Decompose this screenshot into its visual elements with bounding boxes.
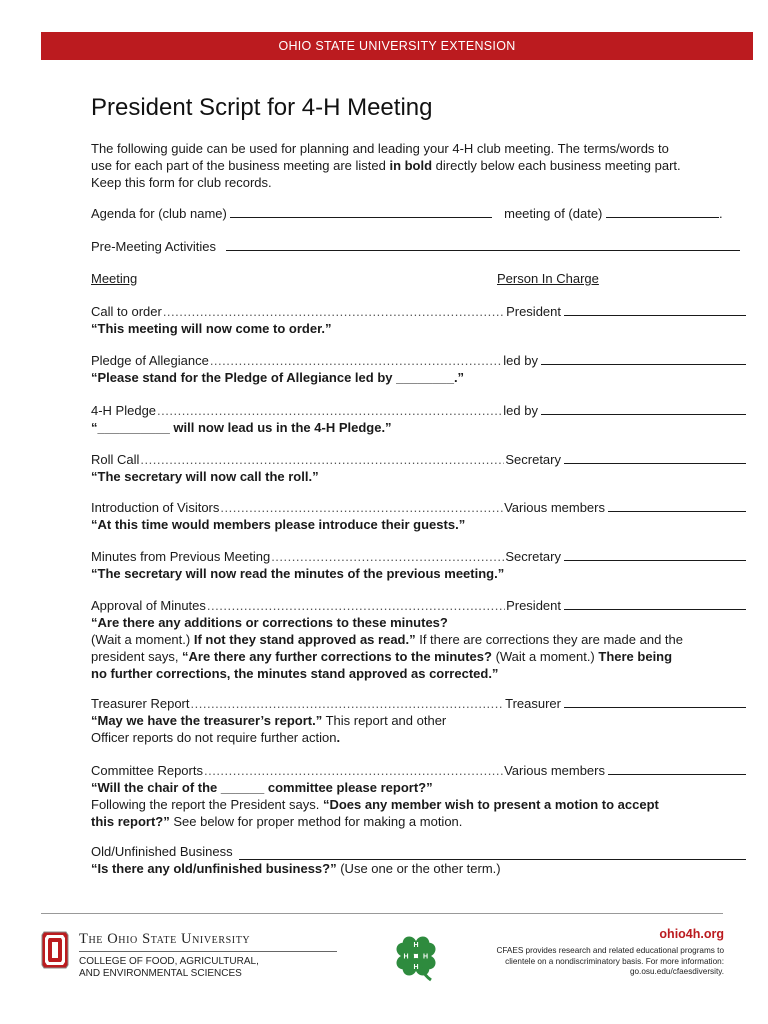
item-role: led by xyxy=(503,403,538,418)
item-script xyxy=(91,614,691,682)
agenda-row xyxy=(91,205,723,222)
item-script xyxy=(91,419,746,436)
script-text: (Use one or the other term.) xyxy=(336,861,501,876)
item-script xyxy=(91,565,746,582)
script-bold: “Does any member wish to present a motion to accept this report?” xyxy=(91,797,659,829)
item-label: Introduction of Visitors xyxy=(91,500,220,515)
dot-leader xyxy=(140,451,504,468)
item-role: President xyxy=(506,304,561,319)
university-name: The Ohio State University xyxy=(79,931,251,947)
item-label: Roll Call xyxy=(91,452,140,467)
page-title: President Script for 4-H Meeting xyxy=(91,94,433,121)
person-field[interactable] xyxy=(541,353,746,365)
intro-text-1: The following guide can be used for planning and leading your 4-H club meeting. The terms/words to use for each part of the business meeting are listed xyxy=(91,141,669,173)
item-role: led by xyxy=(503,353,538,368)
dot-leader xyxy=(207,597,505,614)
agenda-item-call-to-order xyxy=(91,303,746,337)
meeting-column-label: Meeting xyxy=(91,271,138,286)
script-bold: “Are there any additions or corrections to these minutes? xyxy=(91,615,448,630)
person-field[interactable] xyxy=(564,696,746,708)
person-field[interactable] xyxy=(564,304,746,316)
script-bold: “The secretary will now call the roll.” xyxy=(91,469,319,484)
footer-divider xyxy=(41,913,723,914)
script-bold: “__________ will now lead us in the 4-H Pledge.” xyxy=(91,420,392,435)
college-name xyxy=(79,956,259,980)
person-field[interactable] xyxy=(564,452,746,464)
item-label: Old/Unfinished Business xyxy=(91,844,233,859)
dot-leader xyxy=(210,352,502,369)
agenda-item-approval-of-minutes xyxy=(91,597,746,682)
item-script xyxy=(91,320,746,337)
top-banner xyxy=(41,32,753,60)
pre-meeting-field[interactable] xyxy=(226,239,740,251)
item-label: Call to order xyxy=(91,304,162,319)
footer-right-block xyxy=(480,926,724,978)
item-label: Minutes from Previous Meeting xyxy=(91,549,271,564)
item-script xyxy=(91,516,746,533)
item-role: Secretary xyxy=(505,452,561,467)
meeting-date-label: meeting of (date) xyxy=(504,206,603,221)
item-script xyxy=(91,369,746,386)
svg-text:H: H xyxy=(423,953,429,961)
person-column-header xyxy=(497,270,599,287)
person-column-label: Person In Charge xyxy=(497,271,599,286)
agenda-period: . xyxy=(719,206,723,221)
script-text: Following the report the President says. xyxy=(91,797,323,812)
business-field[interactable] xyxy=(239,848,746,860)
svg-text:H: H xyxy=(413,942,419,949)
university-underline xyxy=(79,951,337,952)
pre-meeting-label: Pre-Meeting Activities xyxy=(91,239,216,254)
intro-paragraph xyxy=(91,140,691,191)
dot-leader xyxy=(163,303,505,320)
script-bold: . xyxy=(336,730,341,745)
agenda-item-pledge-of-allegiance xyxy=(91,352,746,386)
item-role: Various members xyxy=(504,500,605,515)
agenda-item-introduction-of-visitors xyxy=(91,499,746,533)
person-field[interactable] xyxy=(564,598,746,610)
item-role: Secretary xyxy=(505,549,561,564)
item-label: Treasurer Report xyxy=(91,696,190,711)
script-bold: “Please stand for the Pledge of Allegiance led by ________.” xyxy=(91,370,465,385)
agenda-item-roll-call xyxy=(91,451,746,485)
script-text: This report and other xyxy=(322,713,447,728)
item-role: Various members xyxy=(504,763,605,778)
script-bold: “This meeting will now come to order.” xyxy=(91,321,332,336)
svg-text:H: H xyxy=(413,964,419,971)
pre-meeting-row xyxy=(91,238,740,255)
dot-leader xyxy=(271,548,504,565)
script-text: (Wait a moment.) xyxy=(491,649,599,664)
agenda-item-minutes-previous-meeting xyxy=(91,548,746,582)
dot-leader xyxy=(191,695,505,712)
script-bold: “Is there any old/unfinished business?” xyxy=(91,861,337,876)
item-role: Treasurer xyxy=(505,696,561,711)
item-label: Approval of Minutes xyxy=(91,598,206,613)
agenda-item-old-unfinished-business xyxy=(91,843,746,877)
person-field[interactable] xyxy=(608,500,746,512)
meeting-date-field[interactable] xyxy=(606,206,719,218)
meeting-column-header xyxy=(91,270,137,287)
item-role: President xyxy=(506,598,561,613)
agenda-item-treasurer-report xyxy=(91,695,746,746)
college-line-2: AND ENVIRONMENTAL SCIENCES xyxy=(79,968,242,979)
club-name-field[interactable] xyxy=(230,206,492,218)
item-label: 4-H Pledge xyxy=(91,403,157,418)
script-text: (Wait a moment.) xyxy=(91,632,194,647)
script-text: See below for proper method for making a motion. xyxy=(169,814,463,829)
script-bold: “May we have the treasurer’s report.” xyxy=(91,713,323,728)
script-text: If there are corrections they are made and the president says, xyxy=(91,632,683,664)
nondiscrimination-note: CFAES provides research and related educational programs to clientele on a nondiscriminatory basis. For more information: go.osu.edu/cfaesdiversity. xyxy=(496,946,724,976)
script-text: Officer reports do not require further action xyxy=(91,730,337,745)
item-script xyxy=(91,779,661,830)
agenda-item-4h-pledge xyxy=(91,402,746,436)
agenda-label: Agenda for (club name) xyxy=(91,206,227,221)
svg-text:H: H xyxy=(403,953,409,961)
item-script xyxy=(91,860,746,877)
osu-block-o-icon xyxy=(41,930,69,970)
agenda-item-committee-reports xyxy=(91,762,746,830)
person-field[interactable] xyxy=(541,403,746,415)
item-label: Committee Reports xyxy=(91,763,203,778)
script-bold: “Will the chair of the ______ committee please report?” xyxy=(91,780,433,795)
dot-leader xyxy=(204,762,503,779)
intro-bold: in bold xyxy=(389,158,433,173)
script-bold: “At this time would members please introduce their guests.” xyxy=(91,517,466,532)
dot-leader xyxy=(220,499,503,516)
person-field[interactable] xyxy=(564,549,746,561)
person-field[interactable] xyxy=(608,763,746,775)
banner-text: OHIO STATE UNIVERSITY EXTENSION xyxy=(278,39,516,53)
item-script xyxy=(91,468,746,485)
intro-text-2: directly below each business meeting part. Keep this form for club records. xyxy=(91,158,681,190)
ohio4h-link[interactable]: ohio4h.org xyxy=(659,927,724,941)
script-bold: “Are there any further corrections to the minutes? xyxy=(182,649,492,664)
dot-leader xyxy=(157,402,502,419)
script-bold: There being no further corrections, the minutes stand approved as corrected.” xyxy=(91,649,673,681)
item-script xyxy=(91,712,746,746)
4h-clover-icon xyxy=(393,932,439,982)
script-bold: If not they stand approved as read.” xyxy=(193,632,416,647)
college-line-1: COLLEGE OF FOOD, AGRICULTURAL, xyxy=(79,956,259,967)
item-label: Pledge of Allegiance xyxy=(91,353,209,368)
script-bold: “The secretary will now read the minutes of the previous meeting.” xyxy=(91,566,505,581)
